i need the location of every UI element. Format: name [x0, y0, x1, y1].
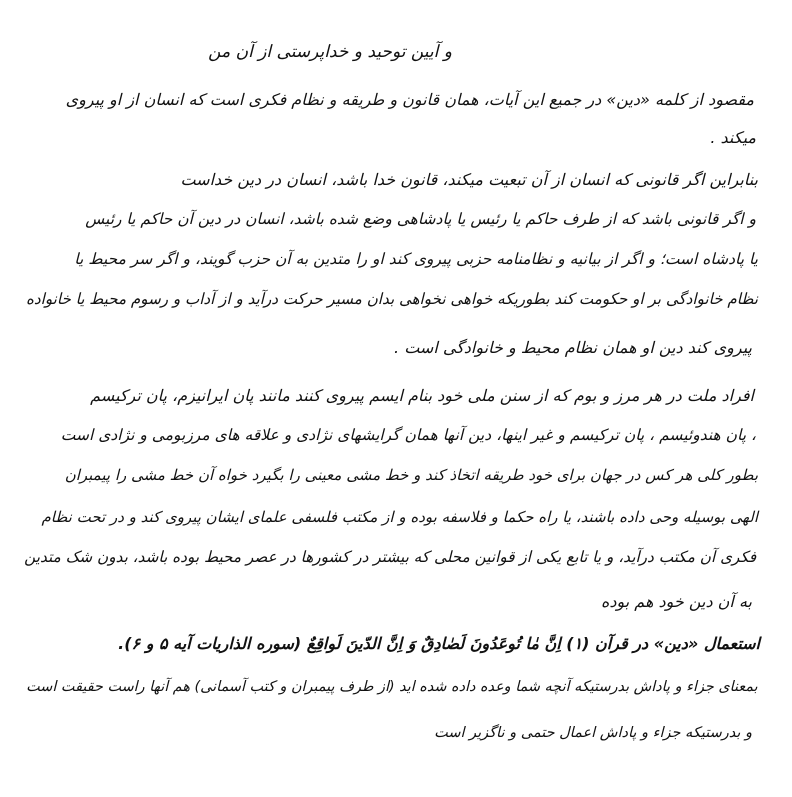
- text-line: فکری آن مکتب درآید، و یا تابع یکی از قوانین محلی که بیشتر در کشورها در عصر محیط بوده باشد، بدون شک متدین: [23, 548, 756, 566]
- text-line: یا پادشاه است؛ و اگر از بیانیه و نظامنامه حزبی پیروی کند او را متدین به آن حزب گویند، و اگر سر محیط یا: [74, 250, 758, 268]
- text-line: افراد ملت در هر مرز و بوم که از سنن ملی خود بنام ایسم پیروی کنند مانند پان ایرانیزم، پان ترکیسم: [90, 386, 754, 405]
- text-line: و بدرستیکه جزاء و پاداش اعمال حتمی و ناگزیر است: [434, 725, 752, 741]
- text-line: نظام خانوادگی بر او حکومت کند بطوریکه خواهی نخواهی بدان مسیر حرکت درآید و از آداب و رسوم محیط یا خانواده: [26, 290, 758, 308]
- text-line: بمعنای جزاء و پاداش بدرستیکه آنچه شما وعده داده شده اید (از طرف پیمبران و کتب آسمانی) هم آنها راست حقیقت است: [26, 679, 758, 695]
- text-line: به آن دین خود هم بوده: [600, 592, 752, 611]
- text-line: پیروی کند دین او همان نظام محیط و خانوادگی است .: [394, 338, 752, 357]
- text-line: و اگر قانونی باشد که از طرف حاکم یا رئیس یا پادشاهی وضع شده باشد، انسان در دین آن حاکم یا رئیس: [85, 210, 756, 228]
- text-line: میکند .: [710, 128, 756, 147]
- text-line: بنابراین اگر قانونی که انسان از آن تبعیت میکند، قانون خدا باشد، انسان در دین خداست: [180, 170, 758, 189]
- text-line: الهی بوسیله وحی داده باشند، یا راه حکما و فلاسفه بوده و از مکتب فلسفی علمای ایشان پیروی کند و در تحت نظام: [41, 508, 758, 526]
- text-line: بطور کلی هر کس در جهان برای خود طریقه اتخاذ کند و خط مشی معینی را بگیرد خواه آن خط مشی را پیمبران: [64, 466, 758, 484]
- text-line: ، پان هندوئیسم ، پان ترکیسم و غیر اینها، دین آنها همان گرایشهای نژادی و علاقه های مرزبومی و نژادی است: [60, 426, 756, 444]
- section-heading-line: استعمال «دین» در قرآن (۱) اِنَّ مٰا تُوعَدُونَ لَصٰادِقٌ وَ اِنَّ الدّینَ لَواقِعٌ (سوره الذاریات آیه ۵ و ۶).: [118, 634, 760, 653]
- text-line: مقصود از کلمه «دین» در جمیع این آیات، همان قانون و طریقه و نظام فکری است که انسان از او پیروی: [65, 90, 754, 109]
- text-line: و آیین توحید و خداپرستی از آن من: [208, 42, 452, 62]
